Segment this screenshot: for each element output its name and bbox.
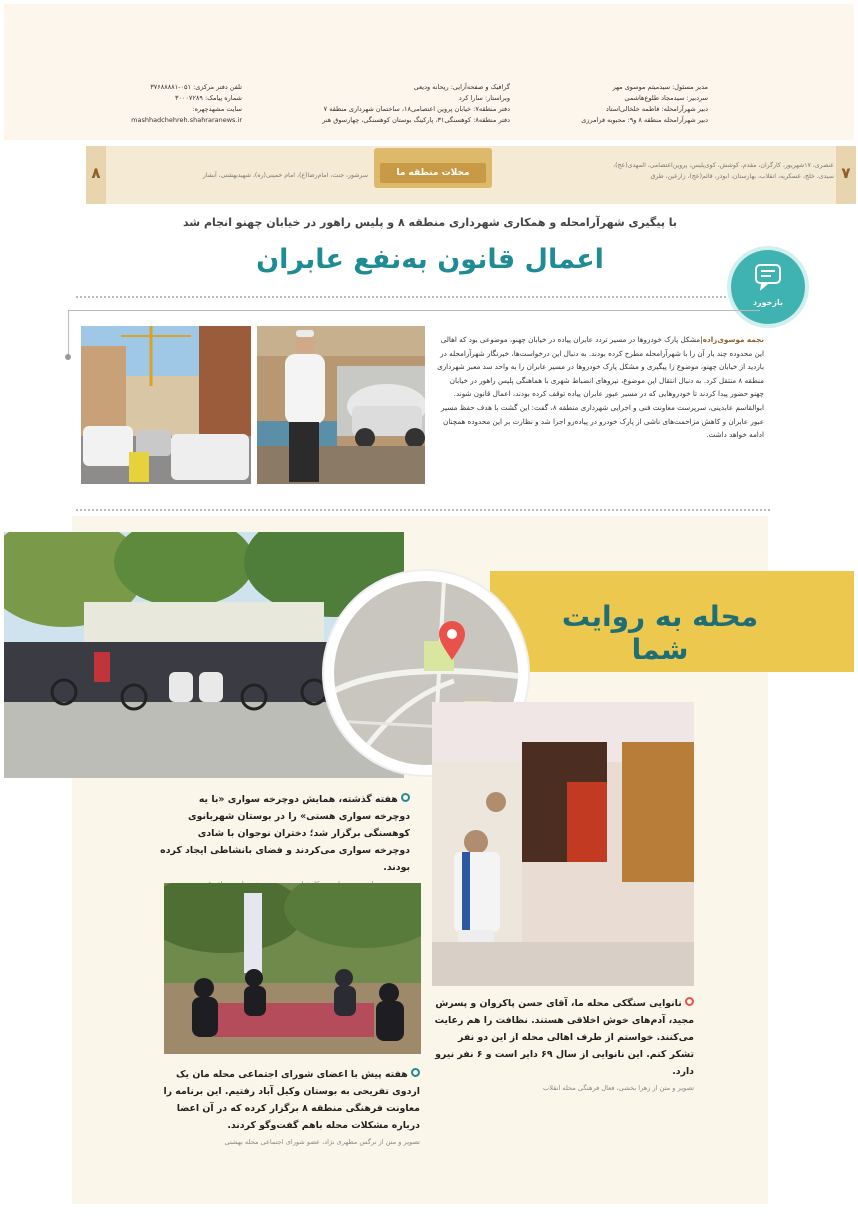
story-bike-caption-block xyxy=(160,791,410,888)
masthead-line: دفتر منطقه۷: خیابان پروین اعتصامی۱۸، ساختمان شهرداری منطقه ۷ xyxy=(323,105,510,113)
traffic-police-photo xyxy=(257,326,425,484)
bullet-ring-icon xyxy=(411,1068,420,1077)
author-byline: نجمه موسوی‌زاده| xyxy=(700,335,764,344)
badge-label: بازخورد xyxy=(752,298,784,307)
tab-our-district-neighborhoods: محلات منطقه ما xyxy=(380,163,486,183)
district-7-neighborhoods xyxy=(496,160,834,182)
story-park-caption-block xyxy=(160,1066,420,1146)
bullet-ring-icon xyxy=(401,793,410,802)
caption-text: هفته گذشته، همایش دوچرخه سواری «با یه دوچرخه سواری هستی» را در بوستان شهربانوی کوهسنگی برگزار شد؛ دختران نوجوان با شادی دوچرخه سواری می‌کردند و فضای بانشاطی ایجاد کرده بودند. xyxy=(160,794,410,873)
frame-line xyxy=(68,310,760,311)
district-8-neighborhoods: سرشور، جنت، امام‌رضا(ع)، امام خمینی(ره)، شهیدبهشتی، آبشار xyxy=(202,172,368,179)
story-park-credit: تصویر و متن از نرگس مطهری نژاد، عضو شورای اجتماعی محله بهشتی xyxy=(224,1138,420,1146)
dotted-divider xyxy=(76,296,726,298)
masthead-line: سردبیر: سیدمجاد طلوع‌هاشمی xyxy=(624,94,708,102)
frame-line-left xyxy=(68,310,69,360)
masthead-line: ویراستار: سارا کرد xyxy=(458,94,510,102)
bullet-ring-icon xyxy=(685,997,694,1006)
masthead-line: تلفن دفتر مرکزی: ۰۵۱-۳۷۶۸۸۸۸۱ xyxy=(150,83,242,91)
article-body xyxy=(436,333,764,442)
article-paragraph: مشکل پارک خودروها در مسیر تردد عابران پیاده در خیابان چهنو، موضوعی بود که اهالی این محدوده چند بار آن را با شهرآرامحله مطرح کرده بودند. به دنبال این درخواست‌ها، خبرنگار شهرآرامحله در بازدید از خیابان چهنو، موضوع را پیگیری و مشکل پارک خودروها در مسیر عابران را به واحد سد معبر شهرداری منطقه ۸ منتقل کرد. به دنبال انتقال این موضوع، نیروهای انضباط شهری با هماهنگی پلیس راهور در خیابان چهنو حضور پیدا کردند تا خودروهایی که در مسیر عبور عابران پیاده توقف کرده بودند، اعمال قانون شوند. xyxy=(437,335,764,399)
masthead-line: سایت مشهدچهره: xyxy=(192,105,242,113)
location-pin-icon xyxy=(438,621,466,661)
caption-text: هفته پیش با اعضای شورای اجتماعی محله مان یک اردوی تفریحی به بوستان وکیل آباد رفتیم. این برنامه را معاونت فرهنگی منطقه ۸ برگزار کرده که در آن اعضا درباره مشکلات محله باهم گفت‌وگو کردند. xyxy=(163,1069,420,1131)
masthead-line: گرافیک و صفحه‌آرایی: ریحانه ودیعی xyxy=(413,83,510,91)
district-8-number: ۸ xyxy=(91,164,101,182)
caption-text: نانوایی سنگکی محله ما، آقای حسن پاکروان و پسرش مجید، آدم‌های خوش اخلاقی هستند. نظافت را هم رعایت می‌کنند. خواستم از طرف اهالی محله از این دو نفر تشکر کنم. این نانوایی از سال ۶۹ دایر است و ۶ نفر نیرو دارد. xyxy=(434,998,694,1077)
masthead-line: دفتر منطقه۸: کوهسنگی۳۱، پارکینگ بوستان کوهسنگی، چهارسوق هنر xyxy=(322,116,510,124)
masthead-line: دبیر شهرآرامحله منطقه ۸ و۹: محبوبه فرامرزی xyxy=(581,116,708,124)
masthead-staff-column xyxy=(520,82,708,126)
article-subtitle: با پیگیری شهرآرامحله و همکاری شهرداری منطقه ۸ و پلیس راهور در خیابان چهنو انجام شد xyxy=(182,216,678,229)
story-bike-caption xyxy=(160,791,410,876)
article-title: اعمال قانون به‌نفع عابران xyxy=(256,244,604,275)
story-bakery-caption-block xyxy=(434,995,694,1092)
park-trip-photo xyxy=(164,883,421,1054)
masthead-office-column xyxy=(262,82,510,126)
strip-line: سیدی، خلج، عسکریه، انقلاب، بهارستان، ابوذر، قائم(عج)، زارعین، طرق xyxy=(650,173,834,180)
street-photo xyxy=(81,326,251,484)
section-title: محله به روایت شما xyxy=(561,600,759,666)
website-link[interactable]: mashhadchehreh.shahraranews.ir xyxy=(131,116,242,124)
feedback-badge xyxy=(731,250,805,324)
story-bakery-credit: تصویر و متن از زهرا بخشی، فعال فرهنگی محله انقلاب xyxy=(543,1084,694,1092)
story-bakery-caption xyxy=(434,995,694,1080)
article-paragraph: ابوالقاسم عابدینی، سرپرست معاونت فنی و اجرایی شهرداری منطقه ۸، گفت: این گشت با هدف حفظ مسیر عبور عابران و کاهش مزاحمت‌های ناشی از پارک خودرو در پیاده‌رو اجرا شد و نظارت بر این محدوده همچنان ادامه خواهد داشت. xyxy=(441,402,764,440)
strip-line: عنصری، ۱۷شهریور، کارگران، مقدم، کوشش، کوی‌پلیس، پروین‌اعتصامی، المهدی(عج)، xyxy=(613,162,834,169)
bakery-photo xyxy=(432,702,694,986)
chat-icon xyxy=(753,262,783,292)
masthead-line: مدیر مسئول: سیدمیثم موسوی مهر xyxy=(612,83,708,91)
frame-dot xyxy=(65,354,71,360)
masthead-contact-column xyxy=(112,82,242,126)
masthead-line: شماره پیامک: ۳۰۰۰۷۲۸۹ xyxy=(174,94,242,102)
dotted-divider-2 xyxy=(76,509,770,511)
story-park-caption xyxy=(160,1066,420,1134)
district-7-number: ۷ xyxy=(841,164,851,182)
masthead-line: دبیر شهرآرامحله: فاطمه خلخالی‌استاد xyxy=(605,105,708,113)
